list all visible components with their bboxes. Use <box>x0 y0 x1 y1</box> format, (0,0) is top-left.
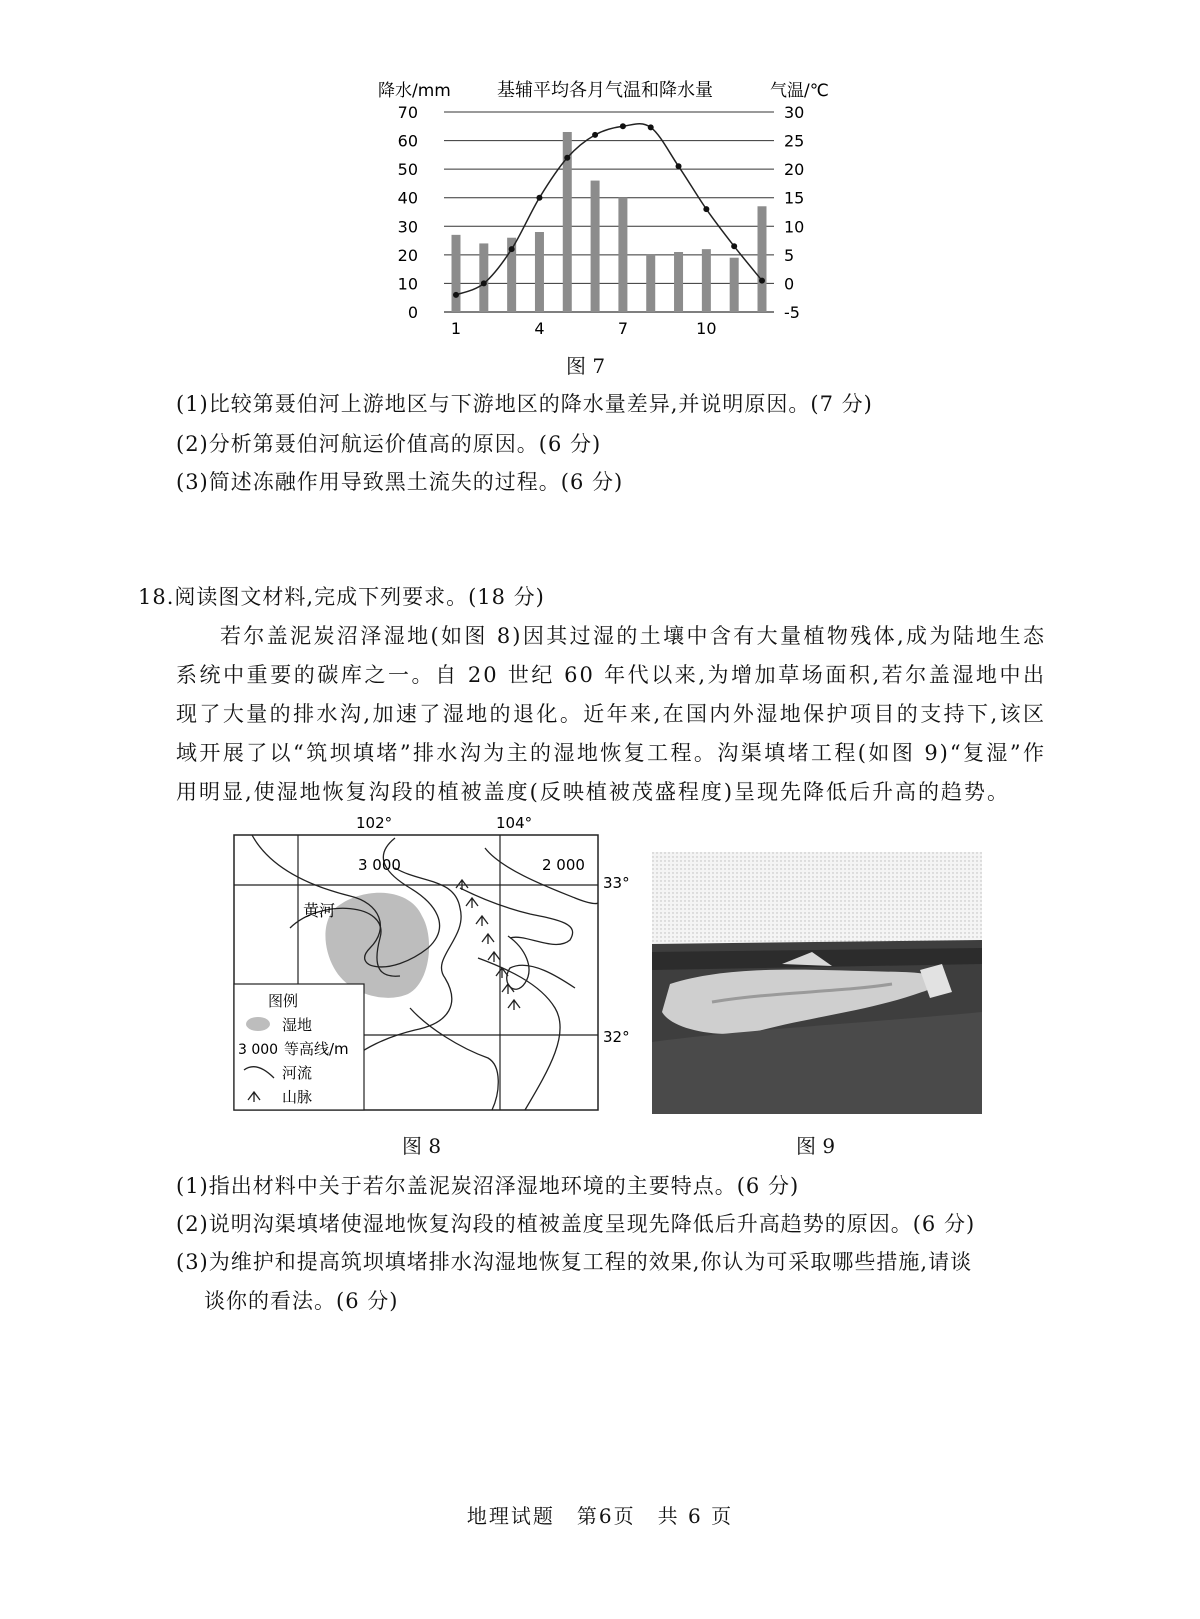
temperature-point <box>481 280 487 286</box>
y-left-tick-label: 50 <box>397 160 418 180</box>
temperature-point <box>564 155 570 161</box>
river-line <box>478 958 560 1110</box>
figure8-caption: 图 8 <box>402 1134 442 1158</box>
q17-sub2: (2)分析第聂伯河航运价值高的原因。(6 分) <box>176 432 602 456</box>
legend-mountain-label: 山脉 <box>282 1088 313 1106</box>
precip-bar <box>618 198 627 312</box>
river-line <box>410 1008 498 1110</box>
temperature-point <box>536 195 542 201</box>
legend-contour-value: 3 000 <box>238 1042 279 1058</box>
y-right-tick-label: 0 <box>784 274 795 294</box>
y-left-tick-label: 10 <box>397 274 418 294</box>
q18-sub1: (1)指出材料中关于若尔盖泥炭沼泽湿地环境的主要特点。(6 分) <box>176 1174 800 1198</box>
precip-bar <box>535 232 544 312</box>
longitude-104-label: 104° <box>496 814 533 832</box>
temperature-point <box>592 132 598 138</box>
precip-bar <box>702 249 711 312</box>
y-left-tick-label: 60 <box>397 131 418 151</box>
precip-bar <box>730 258 739 312</box>
temperature-point <box>620 123 626 129</box>
q18-title: 18.阅读图文材料,完成下列要求。(18 分) <box>138 585 545 609</box>
x-tick-label: 1 <box>450 319 462 338</box>
y-right-tick-label: 30 <box>784 103 805 122</box>
latitude-33-label: 33° <box>603 874 630 892</box>
q17-sub3: (3)简述冻融作用导致黑土流失的过程。(6 分) <box>176 470 624 494</box>
legend-river-label: 河流 <box>282 1064 313 1082</box>
y-right-tick-label: 15 <box>784 188 805 208</box>
y-right-tick-label: -5 <box>784 303 800 322</box>
y-left-tick-label: 0 <box>407 303 418 322</box>
temperature-point <box>453 292 459 298</box>
precip-bar <box>591 181 600 312</box>
precip-bar <box>674 252 683 312</box>
q18-sub3-line1: (3)为维护和提高筑坝填堵排水沟湿地恢复工程的效果,你认为可采取哪些措施,请谈 <box>176 1250 973 1274</box>
q18-paragraph: 若尔盖泥炭沼泽湿地(如图 8)因其过湿的土壤中含有大量植物残体,成为陆地生态系统中重要的碳库之一。自 20 世纪 60 年代以来,为增加草场面积,若尔盖湿地中出现了大量的排水沟,加速了湿地的退化。近年来,在国内外湿地保护项目的支持下,该区域开展了以“筑坝填堵”排水沟为主的湿地恢复工程。沟渠填堵工程(如图 9)“复湿”作用明显,使湿地恢复沟段的植被盖度(反映植被茂盛程度)呈现先降低后升高的趋势。 <box>176 624 1046 804</box>
x-tick-label: 7 <box>617 319 629 338</box>
y-left-axis-label: 降水/mm <box>378 81 451 101</box>
temperature-point <box>759 278 765 284</box>
contour-3000-label: 3 000 <box>358 856 401 874</box>
river-line <box>507 936 575 989</box>
temperature-point <box>648 124 654 130</box>
legend-title: 图例 <box>268 992 299 1010</box>
page-footer: 地理试题 第6页 共 6 页 <box>466 1504 734 1528</box>
y-left-tick-label: 20 <box>397 245 418 265</box>
temperature-point <box>676 163 682 169</box>
y-right-tick-label: 5 <box>784 245 795 265</box>
contour-line <box>460 888 573 944</box>
temperature-point <box>509 246 515 252</box>
contour-2000-label: 2 000 <box>542 856 585 874</box>
precip-bar <box>646 255 655 312</box>
chart-title: 基辅平均各月气温和降水量 <box>497 80 713 101</box>
x-tick-label: 4 <box>534 319 545 338</box>
q18-sub2: (2)说明沟渠填堵使湿地恢复沟段的植被盖度呈现先降低后升高趋势的原因。(6 分) <box>176 1212 976 1236</box>
legend-contour-label: 等高线/m <box>284 1040 349 1058</box>
y-left-tick-label: 40 <box>397 188 418 208</box>
y-right-tick-label: 25 <box>784 131 805 151</box>
climate-chart <box>360 72 860 342</box>
x-tick-label: 10 <box>696 319 717 338</box>
precip-bar <box>452 235 461 312</box>
precip-bar <box>758 206 767 312</box>
figure9-caption: 图 9 <box>796 1134 836 1158</box>
y-left-tick-label: 30 <box>397 217 418 237</box>
yellow-river-label: 黄河 <box>303 901 336 920</box>
legend-wetland-swatch <box>246 1017 270 1031</box>
longitude-102-label: 102° <box>356 814 393 832</box>
q17-sub1: (1)比较第聂伯河上游地区与下游地区的降水量差异,并说明原因。(7 分) <box>176 392 873 416</box>
map-figure8 <box>230 808 650 1118</box>
y-right-tick-label: 20 <box>784 160 805 180</box>
temperature-point <box>703 206 709 212</box>
precip-bar <box>479 243 488 312</box>
temperature-line <box>456 124 762 295</box>
q18-sub3-line2: 谈你的看法。(6 分) <box>204 1289 399 1313</box>
y-right-axis-label: 气温/℃ <box>770 81 829 101</box>
wetland-photo <box>652 852 982 1114</box>
temperature-point <box>731 243 737 249</box>
latitude-32-label: 32° <box>603 1028 630 1046</box>
legend-wetland-label: 湿地 <box>282 1016 313 1034</box>
y-right-tick-label: 10 <box>784 217 805 237</box>
y-left-tick-label: 70 <box>397 103 418 122</box>
figure7-caption: 图 7 <box>566 354 606 378</box>
mountain-range <box>456 880 520 1010</box>
